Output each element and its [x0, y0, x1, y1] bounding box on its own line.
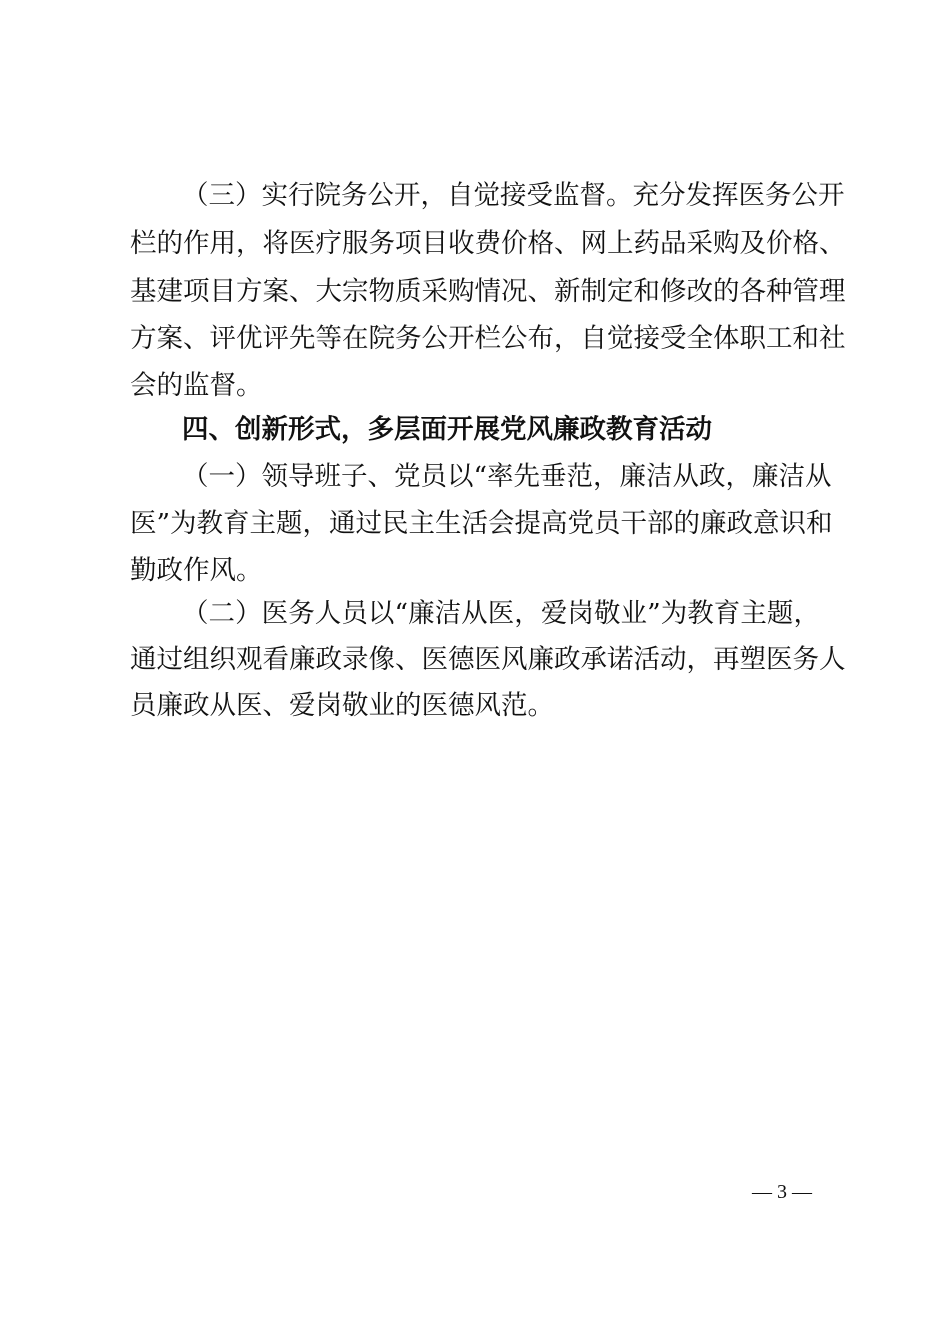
- paragraph-3-line-5: 会的监督。: [130, 370, 263, 401]
- paragraph-4-2-line-1: （二）医务人员以“廉洁从医，爱岗敬业”为教育主题，: [182, 598, 820, 629]
- section-heading-4: 四、创新形式，多层面开展党风廉政教育活动: [182, 414, 712, 445]
- paragraph-3-line-2: 栏的作用，将医疗服务项目收费价格、网上药品采购及价格、: [130, 228, 846, 259]
- paragraph-3-line-1: （三）实行院务公开，自觉接受监督。充分发挥医务公开: [182, 180, 845, 211]
- page-number: — 3 —: [752, 1181, 812, 1203]
- paragraph-4-1-line-1: （一）领导班子、党员以“率先垂范，廉洁从政，廉洁从: [182, 461, 832, 492]
- paragraph-3-line-4: 方案、评优评先等在院务公开栏公布，自觉接受全体职工和社: [130, 323, 846, 354]
- paragraph-4-2-line-3: 员廉政从医、爱岗敬业的医德风范。: [130, 690, 554, 721]
- paragraph-3-line-3: 基建项目方案、大宗物质采购情况、新制定和修改的各种管理: [130, 276, 846, 307]
- paragraph-4-1-line-2: 医”为教育主题，通过民主生活会提高党员干部的廉政意识和: [130, 508, 833, 539]
- paragraph-4-1-line-3: 勤政作风。: [130, 555, 263, 586]
- paragraph-4-2-line-2: 通过组织观看廉政录像、医德医风廉政承诺活动，再塑医务人: [130, 644, 846, 675]
